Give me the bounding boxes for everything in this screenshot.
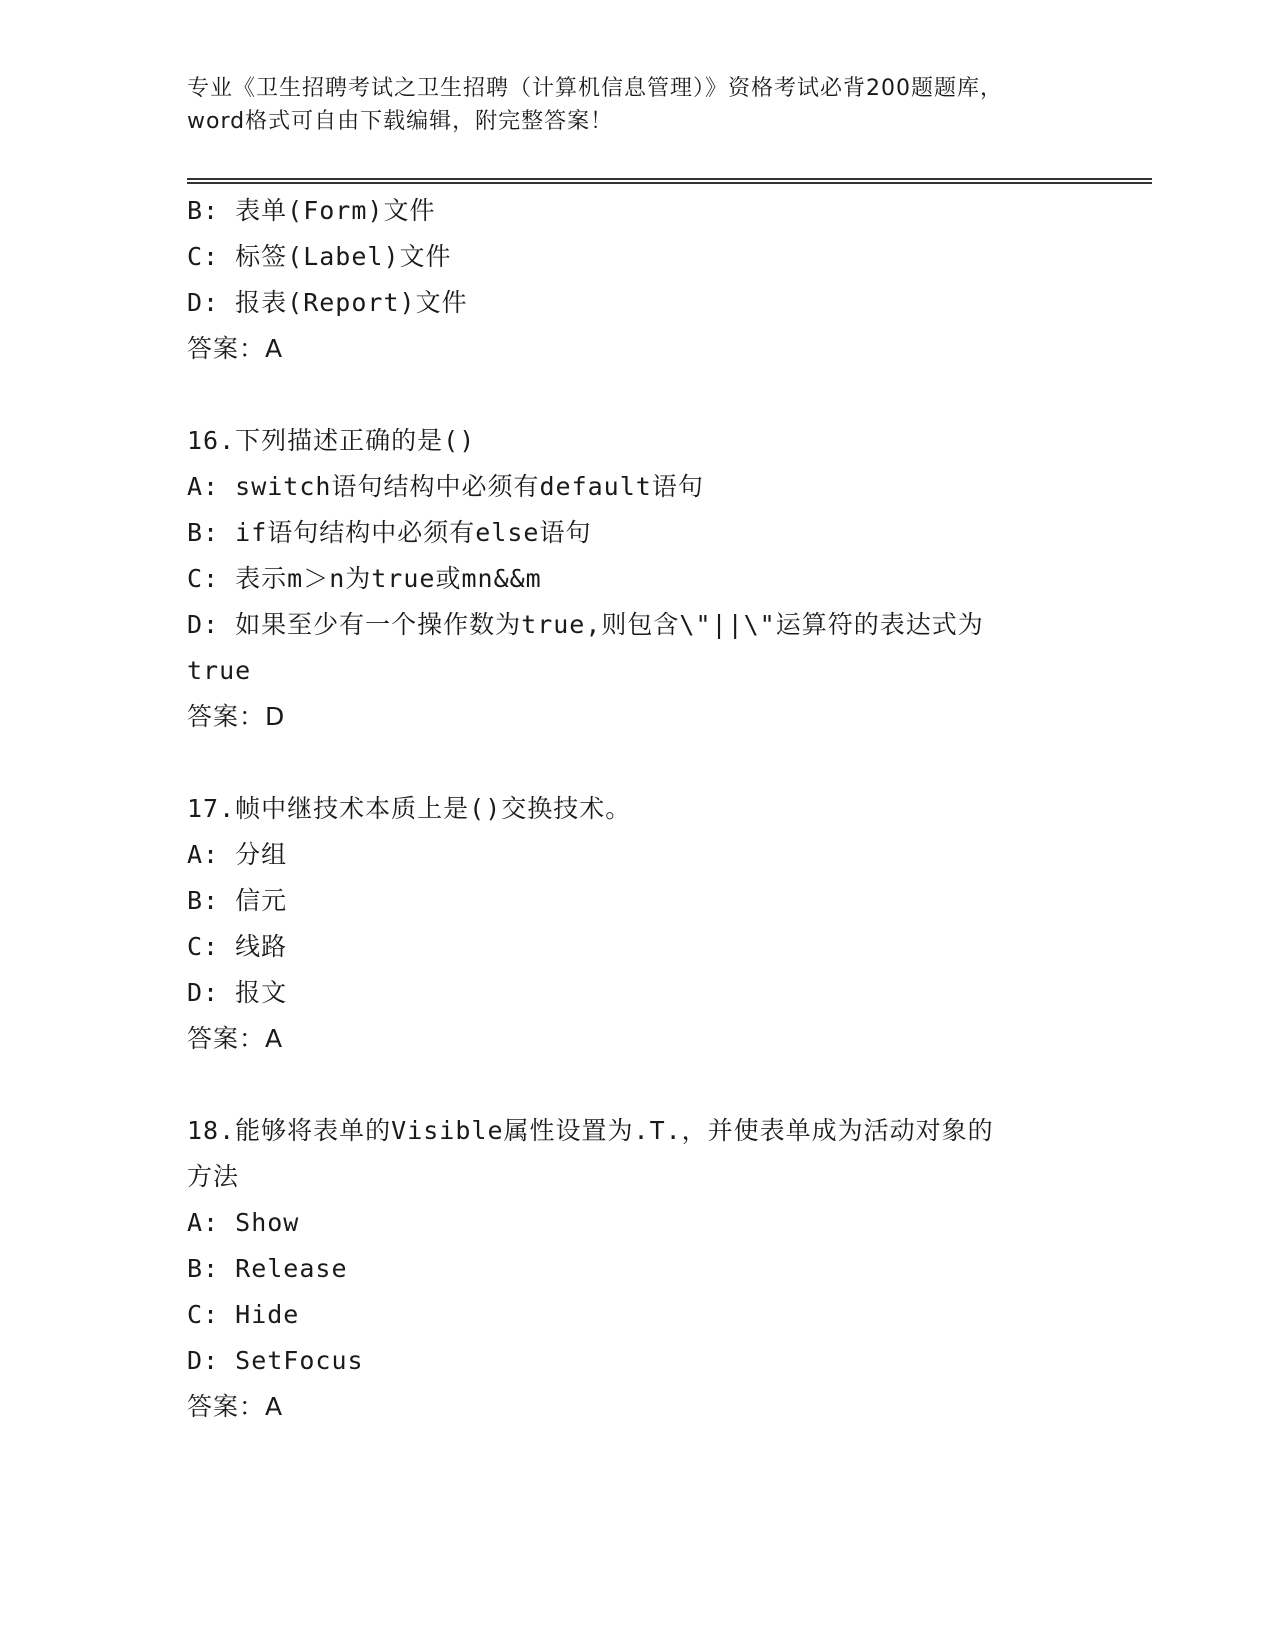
question-18 <box>187 1108 1087 1430</box>
option-b: B: 信元 <box>187 886 288 915</box>
question-text: 17.帧中继技术本质上是()交换技术。 <box>187 794 632 823</box>
question-15-tail <box>187 188 1087 372</box>
answer: 答案：A <box>187 334 284 363</box>
document-header <box>187 72 1087 138</box>
option-d: D: SetFocus <box>187 1346 364 1375</box>
option-c: C: 表示m＞n为true或mn&&m <box>187 564 542 593</box>
option-a: A: Show <box>187 1208 300 1237</box>
option-c: C: 线路 <box>187 932 288 961</box>
question-17 <box>187 786 1087 1062</box>
header-divider-top <box>187 178 1152 180</box>
question-text-continued: 方法 <box>187 1162 240 1191</box>
option-c: C: 标签(Label)文件 <box>187 242 452 271</box>
question-list <box>187 188 1087 1430</box>
option-a: A: 分组 <box>187 840 288 869</box>
answer: 答案：D <box>187 702 286 731</box>
option-b: B: if语句结构中必须有else语句 <box>187 518 592 547</box>
header-line-1: 专业《卫生招聘考试之卫生招聘（计算机信息管理）》资格考试必背200题题库， <box>187 76 1003 101</box>
header-divider-bottom <box>187 182 1152 184</box>
option-b: B: 表单(Form)文件 <box>187 196 436 225</box>
question-16 <box>187 418 1087 740</box>
option-d: D: 报表(Report)文件 <box>187 288 468 317</box>
option-c: C: Hide <box>187 1300 300 1329</box>
option-a: A: switch语句结构中必须有default语句 <box>187 472 704 501</box>
option-d-continued: true <box>187 656 252 685</box>
option-b: B: Release <box>187 1254 348 1283</box>
option-d: D: 报文 <box>187 978 288 1007</box>
question-text: 16.下列描述正确的是() <box>187 426 476 455</box>
answer: 答案：A <box>187 1024 284 1053</box>
question-text: 18.能够将表单的Visible属性设置为.T.，并使表单成为活动对象的 <box>187 1116 994 1145</box>
option-d: D: 如果至少有一个操作数为true,则包含\"||\"运算符的表达式为 <box>187 610 984 639</box>
answer: 答案：A <box>187 1392 284 1421</box>
header-line-2: word格式可自由下载编辑，附完整答案！ <box>187 109 614 134</box>
